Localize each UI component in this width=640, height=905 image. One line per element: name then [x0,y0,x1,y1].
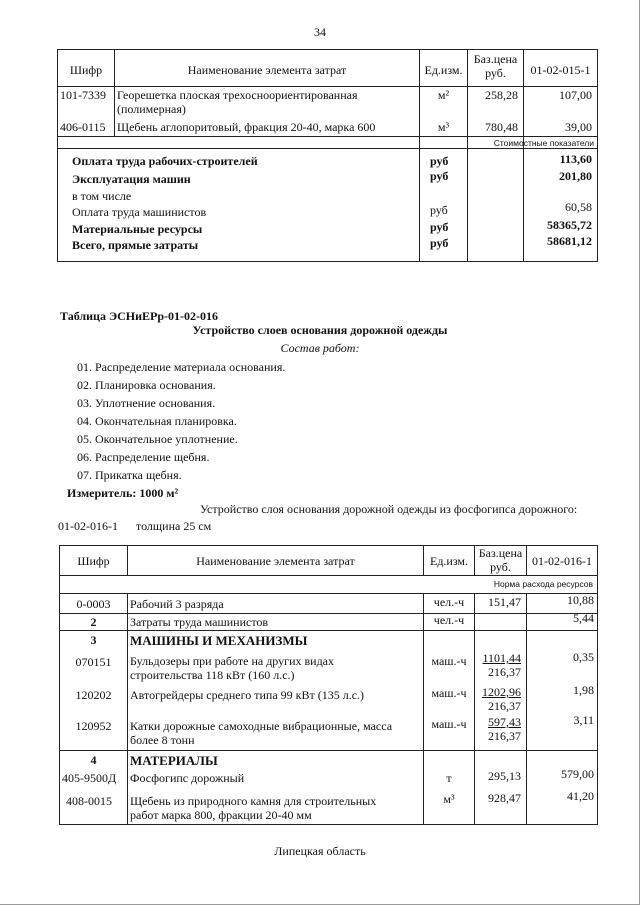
list-item: 06. Распределение щебня. [77,450,210,464]
row-name: Щебень аглопоритовый, фракция 20-40, марка 600 [117,120,376,134]
norm-label: Норма расхода ресурсов [493,579,593,589]
row-code: 4 [90,753,97,767]
row-value: 0,35 [573,650,594,664]
variant-code: 01-02-016-1 [58,519,118,533]
row-price: 1101,44 [482,651,521,665]
summary-name: в том числе [72,189,132,203]
row-value: 1,98 [573,683,594,697]
summary-name: Оплата труда рабочих-строителей [72,154,258,168]
row-code: 0-0003 [76,597,111,611]
section-title: Устройство слоев основания дорожной одежды [192,323,448,337]
header-name: Наименование элемента затрат [187,63,347,77]
summary-unit: руб [430,203,448,217]
works-heading: Состав работ: [280,341,360,355]
row-value: 107,00 [559,88,592,102]
summary-value: 60,58 [565,200,592,214]
row-name-cont: строительства 118 кВт (160 л.с.) [130,668,295,682]
row-price-driver: 216,37 [488,729,521,743]
row-code: 120952 [75,719,112,733]
row-price: 780,48 [485,120,518,134]
row-name: Катки дорожные самоходные вибрационные, масса [130,719,393,733]
row-unit: маш.-ч [431,686,467,700]
row-unit: чел.-ч [433,613,465,627]
list-item: 03. Уплотнение основания. [77,396,216,410]
row-price: 597,43 [488,715,521,729]
row-unit: маш.-ч [431,717,467,731]
row-code: 408-0015 [66,794,112,808]
row-price: 151,47 [488,595,521,609]
summary-name: Оплата труда машинистов [72,205,207,219]
row-name-cont: более 8 тонн [130,733,195,747]
list-item: 07. Прикатка щебня. [77,468,182,482]
header-norm: 01-02-015-1 [530,63,591,77]
row-price: 295,13 [488,769,521,783]
list-item: 02. Планировка основания. [77,378,216,392]
summary-unit: руб [430,236,449,250]
footer-region: Липецкая область [274,844,366,858]
list-item: 04. Окончательная планировка. [77,414,237,428]
variant-text: толщина 25 см [136,519,212,533]
summary-value: 201,80 [559,169,592,183]
summary-unit: руб [430,154,449,168]
row-unit: чел.-ч [433,595,465,609]
list-item: 01. Распределение материала основания. [77,360,286,374]
row-price: 1202,96 [482,685,521,699]
row-unit: т [446,771,452,785]
row-unit: м³ [443,792,455,806]
row-code: 406-0115 [60,120,106,134]
header-code: Шифр [69,63,103,77]
table-title: Таблица ЭСНиЕРр-01-02-016 [60,309,219,323]
row-unit: м² [437,88,450,102]
summary-name: Всего, прямые затраты [72,238,199,252]
header-code: Шифр [77,554,110,568]
header-norm: 01-02-016-1 [532,554,592,568]
summary-value: 113,60 [559,152,592,166]
row-name: Рабочий 3 разряда [130,597,224,611]
row-name: Автогрейдеры среднего типа 99 кВт (135 л.с.) [130,688,365,702]
summary-name: Эксплуатация машин [72,172,191,186]
summary-value: 58681,12 [547,234,592,248]
row-name: Фосфогипс дорожный [130,771,245,785]
row-code: 120202 [75,688,112,702]
summary-name: Материальные ресурсы [72,222,203,236]
row-code: 2 [90,615,97,629]
header-price: Баз.цена руб. [478,546,523,574]
row-name-cont: работ марка 800, фракции 20-40 мм [130,808,312,822]
row-value: 579,00 [561,767,594,781]
measure: Измеритель: 1000 м² [67,486,179,500]
row-code: 405-9500Д [62,771,117,785]
row-value: 10,88 [567,593,594,607]
row-price-driver: 216,37 [488,665,521,679]
row-code: 3 [90,633,97,647]
row-name: Георешетка плоская трехосноориентированная [117,88,358,102]
header-unit: Ед.изм. [429,554,469,568]
row-code: 070151 [75,655,112,669]
header-unit: Ед.изм. [424,63,463,77]
row-name-cont: (полимерная) [117,102,186,116]
summary-value: 58365,72 [547,218,592,232]
page-number: 34 [314,25,326,39]
row-code: 101-7339 [60,88,106,102]
row-name: Затраты труда машинистов [130,615,269,629]
summary-unit: руб [430,169,449,183]
row-value: 39,00 [565,120,592,134]
row-name: Бульдозеры при работе на других видах [130,654,335,668]
summary-unit: руб [430,220,449,234]
header-price: Баз.цена руб. [473,52,518,80]
header-name: Наименование элемента затрат [196,554,355,568]
row-unit: маш.-ч [431,654,467,668]
row-price: 928,47 [488,791,521,805]
cost-indicators-label: Стоимостные показатели [493,138,594,148]
row-value: 41,20 [567,789,594,803]
section-name: МАТЕРИАЛЫ [130,753,218,768]
row-unit: м³ [437,120,450,134]
description: Устройство слоя основания дорожной одежды из фосфогипса дорожного: [200,502,578,516]
row-value: 3,11 [573,713,594,727]
row-value: 5,44 [573,611,594,625]
list-item: 05. Окончательное уплотнение. [77,432,238,446]
row-price-driver: 216,37 [488,699,521,713]
row-price: 258,28 [485,88,518,102]
section-name: МАШИНЫ И МЕХАНИЗМЫ [130,633,308,648]
row-name: Щебень из природного камня для строительных [130,794,377,808]
